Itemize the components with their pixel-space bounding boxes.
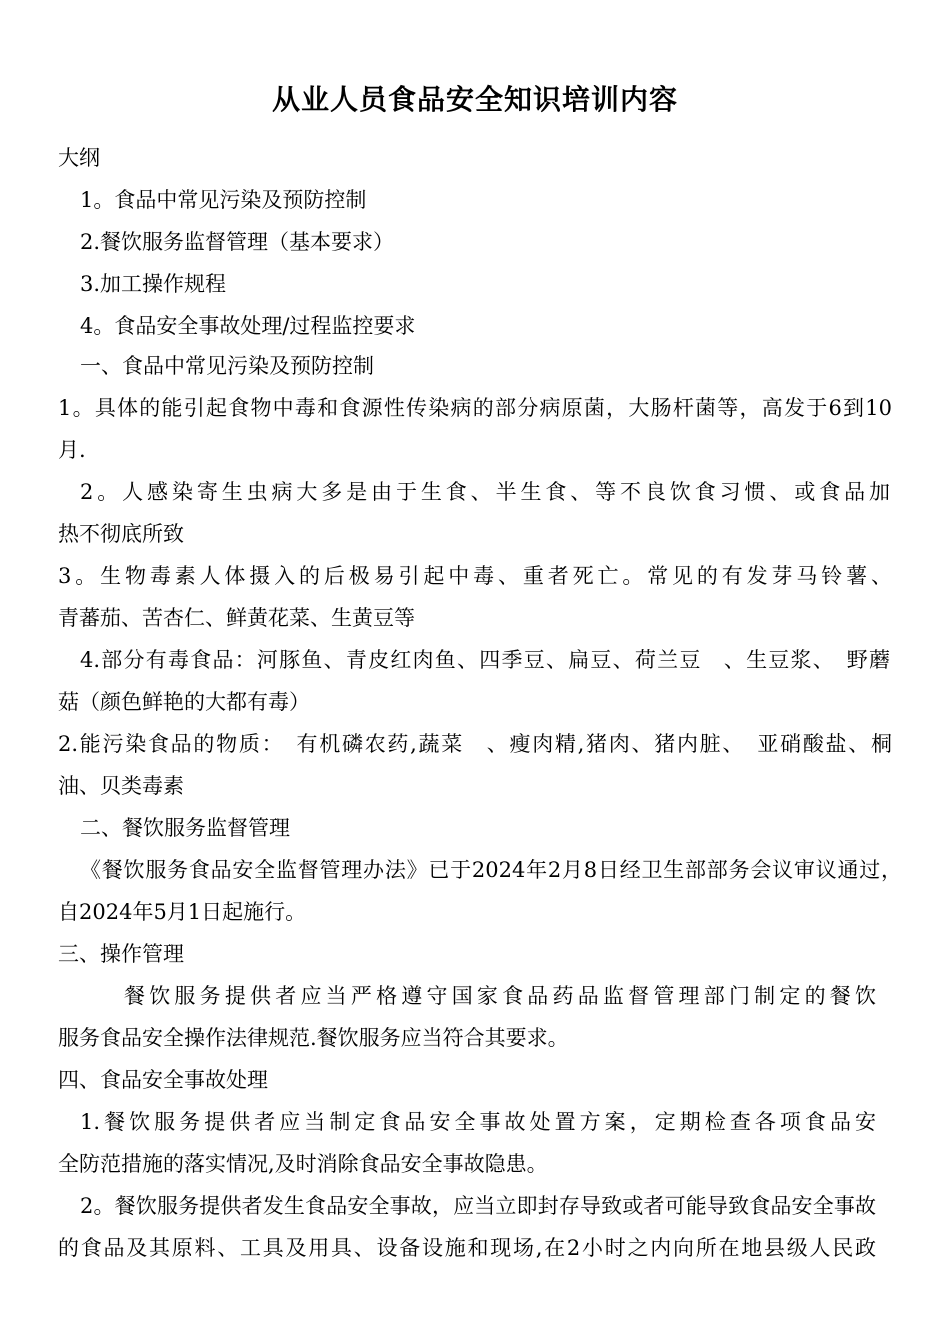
section-1-heading: 一、食品中常见污染及预防控制 bbox=[80, 354, 374, 378]
section-2-para-cont: 自2024年5月1日起施行。 bbox=[58, 900, 307, 924]
section-3-para: 餐饮服务提供者应当严格遵守国家食品药品监督管理部门制定的餐饮 bbox=[124, 984, 876, 1008]
outline-item-4: 4。食品安全事故处理/过程监控要求 bbox=[80, 314, 416, 338]
section-1-para-3-cont: 青蕃茄、苦杏仁、鲜黄花菜、生黄豆等 bbox=[58, 606, 415, 630]
section-4-para-1: 1.餐饮服务提供者应当制定食品安全事故处置方案，定期检查各项食品安 bbox=[80, 1110, 876, 1134]
section-3-para-cont: 服务食品安全操作法律规范.餐饮服务应当符合其要求。 bbox=[58, 1026, 569, 1050]
section-1-para-5: 2.能污染食品的物质： 有机磷农药,蔬菜 、瘦肉精,猪肉、猪内脏、 亚硝酸盐、桐 bbox=[58, 732, 892, 756]
outline-heading: 大纲 bbox=[58, 146, 100, 170]
section-1-para-3: 3。生物毒素人体摄入的后极易引起中毒、重者死亡。常见的有发芽马铃薯、 bbox=[58, 564, 892, 588]
section-2-heading: 二、餐饮服务监督管理 bbox=[80, 816, 290, 840]
section-1-para-4: 4.部分有毒食品：河豚鱼、青皮红肉鱼、四季豆、扁豆、荷兰豆 、生豆浆、 野蘑 bbox=[80, 648, 890, 672]
section-1-para-5-cont: 油、贝类毒素 bbox=[58, 774, 184, 798]
document-title: 从业人员食品安全知识培训内容 bbox=[271, 83, 678, 116]
section-4-para-2-cont: 的食品及其原料、工具及用具、设备设施和现场,在2小时之内向所在地县级人民政 bbox=[58, 1236, 876, 1260]
outline-item-2: 2.餐饮服务监督管理（基本要求） bbox=[80, 230, 395, 254]
section-1-para-2-cont: 热不彻底所致 bbox=[58, 522, 184, 546]
outline-item-1: 1。食品中常见污染及预防控制 bbox=[80, 188, 367, 212]
section-3-heading: 三、操作管理 bbox=[58, 942, 184, 966]
section-1-para-1: 1。具体的能引起食物中毒和食源性传染病的部分病原菌，大肠杆菌等，高发于6到10 bbox=[58, 396, 892, 420]
section-2-para: 《餐饮服务食品安全监督管理办法》已于2024年2月8日经卫生部部务会议审议通过， bbox=[80, 858, 902, 882]
section-1-para-4-cont: 菇（颜色鲜艳的大都有毒） bbox=[58, 690, 310, 714]
section-4-heading: 四、食品安全事故处理 bbox=[58, 1068, 268, 1092]
outline-item-3: 3.加工操作规程 bbox=[80, 272, 227, 296]
section-4-para-2: 2。餐饮服务提供者发生食品安全事故，应当立即封存导致或者可能导致食品安全事故 bbox=[80, 1194, 876, 1218]
section-4-para-1-cont: 全防范措施的落实情况,及时消除食品安全事故隐患。 bbox=[58, 1152, 548, 1176]
section-1-para-1-cont: 月. bbox=[58, 438, 86, 462]
section-1-para-2: 2。人感染寄生虫病大多是由于生食、半生食、等不良饮食习惯、或食品加 bbox=[80, 480, 890, 504]
